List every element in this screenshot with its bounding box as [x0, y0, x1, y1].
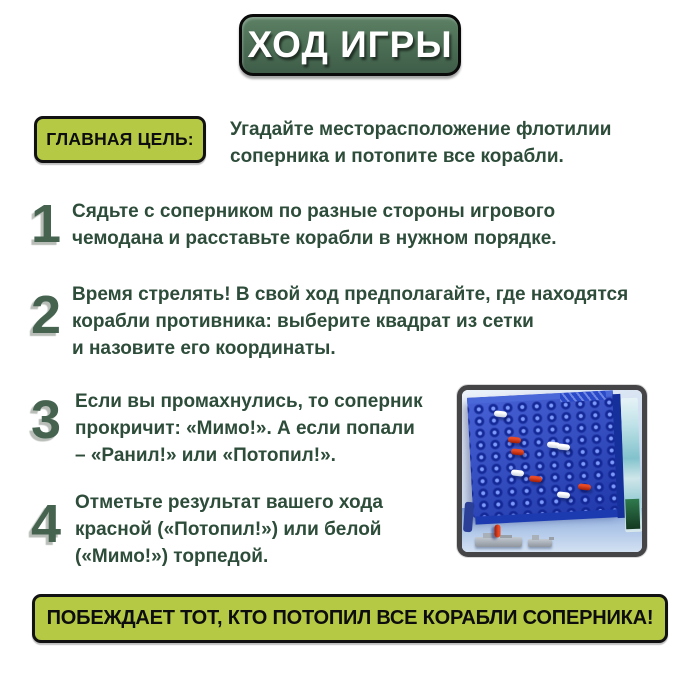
- goal-line: Угадайте месторасположение флотилии: [230, 119, 612, 140]
- red-peg: [578, 483, 592, 490]
- goal-line: соперника и потопите все корабли.: [230, 146, 564, 167]
- red-peg: [511, 448, 525, 455]
- step-line: и назовите его координаты.: [72, 338, 336, 359]
- peg-board: [467, 390, 619, 517]
- step-line: чемодана и расставьте корабли в нужном порядке.: [72, 228, 557, 249]
- gameboard-photo-inner: [462, 390, 642, 552]
- step-line: – «Ранил!» или «Потопил!».: [75, 445, 336, 466]
- goal-description: [230, 116, 611, 170]
- title-plaque: [239, 14, 461, 76]
- step-3-text: [75, 388, 423, 469]
- step-line: корабли противника: выберите квадрат из сетки: [72, 311, 534, 332]
- step-3-number: 3: [30, 390, 62, 450]
- white-peg: [494, 410, 508, 417]
- box-art-strip: [621, 398, 642, 533]
- step-line: Время стрелять! В свой ход предполагайте, где находятся: [72, 284, 629, 305]
- goal-label-badge: [34, 116, 206, 163]
- ship: [475, 537, 522, 547]
- box-art-green-patch: [625, 499, 640, 529]
- step-1-number: 1: [30, 194, 62, 254]
- goal-label-text: ГЛАВНАЯ ЦЕЛЬ:: [46, 129, 194, 149]
- step-line: Отметьте результат вашего хода: [75, 492, 383, 513]
- winner-banner: [32, 594, 668, 643]
- red-peg: [529, 475, 543, 482]
- white-peg: [557, 443, 571, 450]
- step-line: прокричит: «Мимо!». А если попали: [75, 418, 415, 439]
- step-line: Если вы промахнулись, то соперник: [75, 391, 423, 412]
- step-line: красной («Потопил!») или белой: [75, 519, 382, 540]
- page-title: ХОД ИГРЫ: [247, 24, 453, 65]
- step-2-number: 2: [30, 285, 62, 345]
- ship: [528, 539, 552, 547]
- red-peg: [508, 436, 522, 443]
- white-peg: [511, 469, 525, 476]
- white-peg: [557, 491, 571, 498]
- red-peg: [495, 525, 501, 538]
- step-line: («Мимо!») торпедой.: [75, 546, 269, 567]
- winner-banner-text: ПОБЕЖДАЕТ ТОТ, КТО ПОТОПИЛ ВСЕ КОРАБЛИ СОПЕРНИКА!: [46, 607, 654, 629]
- step-1-text: [72, 198, 557, 252]
- step-line: Сядьте с соперником по разные стороны игрового: [72, 201, 556, 222]
- step-4-number: 4: [30, 494, 62, 554]
- gameboard-photo: [457, 385, 647, 557]
- step-2-text: [72, 281, 628, 362]
- step-4-text: [75, 489, 383, 570]
